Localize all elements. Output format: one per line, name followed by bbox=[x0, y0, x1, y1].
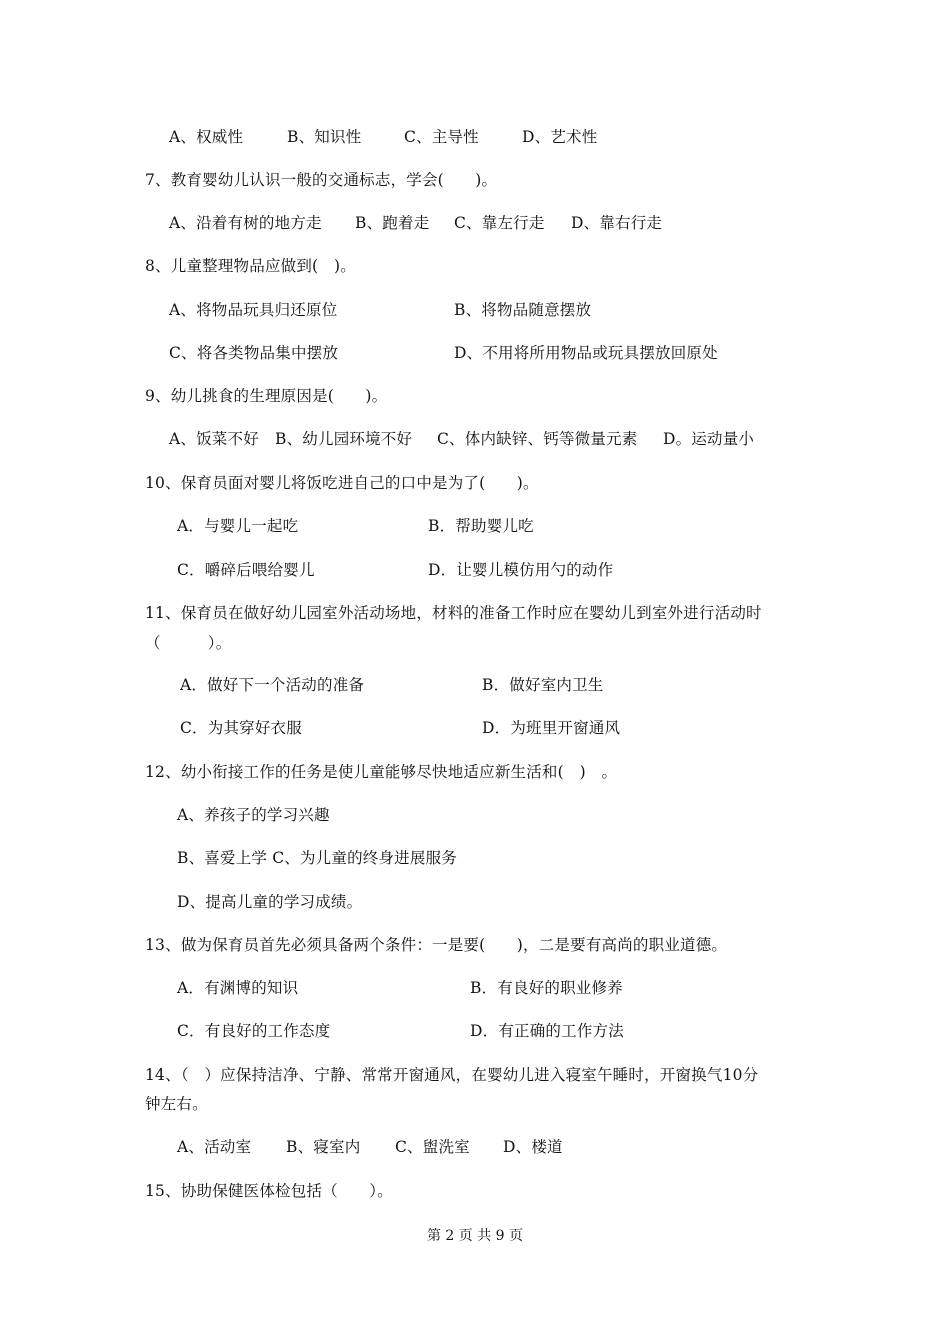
q9-option-d: D。运动量小 bbox=[663, 430, 755, 448]
q14-option-a: A、活动室 bbox=[177, 1138, 252, 1156]
q9-stem: 9、幼儿挑食的生理原因是( )。 bbox=[145, 387, 388, 405]
q7-option-c: C、靠左行走 bbox=[454, 214, 545, 232]
q15-stem: 15、协助保健医体检包括（ ）。 bbox=[145, 1182, 393, 1200]
q10-option-c: C．嚼碎后喂给婴儿 bbox=[177, 561, 315, 579]
q12-option-d: D、提高儿童的学习成绩。 bbox=[177, 893, 363, 911]
q14-option-b: B、寝室内 bbox=[286, 1138, 361, 1156]
q7-option-b: B、跑着走 bbox=[355, 214, 430, 232]
q13-stem: 13、做为保育员首先必须具备两个条件：一是要( )，二是要有高尚的职业道德。 bbox=[145, 936, 728, 954]
q14-stem-line1: 14、（ ）应保持洁净、宁静、常常开窗通风，在婴幼儿进入寝室午睡时，开窗换气10分 bbox=[145, 1066, 759, 1084]
q12-stem: 12、幼小衔接工作的任务是使儿童能够尽快地适应新生活和( ) 。 bbox=[145, 763, 618, 781]
q7-option-d: D、靠右行走 bbox=[571, 214, 663, 232]
q11-stem-line1: 11、保育员在做好幼儿园室外活动场地，材料的准备工作时应在婴幼儿到室外进行活动时 bbox=[145, 604, 762, 622]
q6-option-c: C、主导性 bbox=[404, 128, 479, 146]
q8-option-a: A、将物品玩具归还原位 bbox=[169, 301, 338, 319]
q8-option-b: B、将物品随意摆放 bbox=[454, 301, 592, 319]
q8-option-d: D、不用将所用物品或玩具摆放回原处 bbox=[454, 344, 718, 362]
q14-option-c: C、盥洗室 bbox=[395, 1138, 470, 1156]
q7-option-a: A、沿着有树的地方走 bbox=[169, 214, 322, 232]
q14-stem-line2: 钟左右。 bbox=[145, 1095, 208, 1113]
q6-option-b: B、知识性 bbox=[287, 128, 362, 146]
q13-option-a: A．有渊博的知识 bbox=[177, 979, 299, 997]
q6-option-d: D、艺术性 bbox=[522, 128, 598, 146]
q10-stem: 10、保育员面对婴儿将饭吃进自己的口中是为了( )。 bbox=[145, 474, 539, 492]
q8-stem: 8、儿童整理物品应做到( )。 bbox=[145, 257, 356, 275]
q10-option-b: B．帮助婴儿吃 bbox=[428, 517, 534, 535]
q9-option-a: A、饭菜不好 bbox=[169, 430, 259, 448]
q7-stem: 7、教育婴幼儿认识一般的交通标志，学会( )。 bbox=[145, 171, 498, 189]
q11-option-d: D．为班里开窗通风 bbox=[482, 719, 621, 737]
q12-option-bc: B、喜爱上学 C、为儿童的终身进展服务 bbox=[177, 849, 457, 867]
q9-option-c: C、体内缺锌、钙等微量元素 bbox=[437, 430, 638, 448]
q14-option-d: D、楼道 bbox=[503, 1138, 563, 1156]
q11-option-c: C．为其穿好衣服 bbox=[180, 719, 302, 737]
q11-stem-line2: （ ）。 bbox=[145, 634, 232, 652]
q11-option-b: B．做好室内卫生 bbox=[482, 676, 604, 694]
q6-option-a: A、权威性 bbox=[169, 128, 244, 146]
q11-option-a: A．做好下一个活动的准备 bbox=[180, 676, 365, 694]
q13-option-b: B．有良好的职业修养 bbox=[470, 979, 623, 997]
q10-option-d: D．让婴儿模仿用勺的动作 bbox=[428, 561, 614, 579]
q13-option-d: D．有正确的工作方法 bbox=[470, 1022, 624, 1040]
q10-option-a: A．与婴儿一起吃 bbox=[177, 517, 299, 535]
page-number: 第 2 页 共 9 页 bbox=[426, 1228, 524, 1244]
q12-option-a: A、养孩子的学习兴趣 bbox=[177, 806, 330, 824]
q8-option-c: C、将各类物品集中摆放 bbox=[169, 344, 339, 362]
q9-option-b: B、幼儿园环境不好 bbox=[275, 430, 413, 448]
q13-option-c: C．有良好的工作态度 bbox=[177, 1022, 331, 1040]
